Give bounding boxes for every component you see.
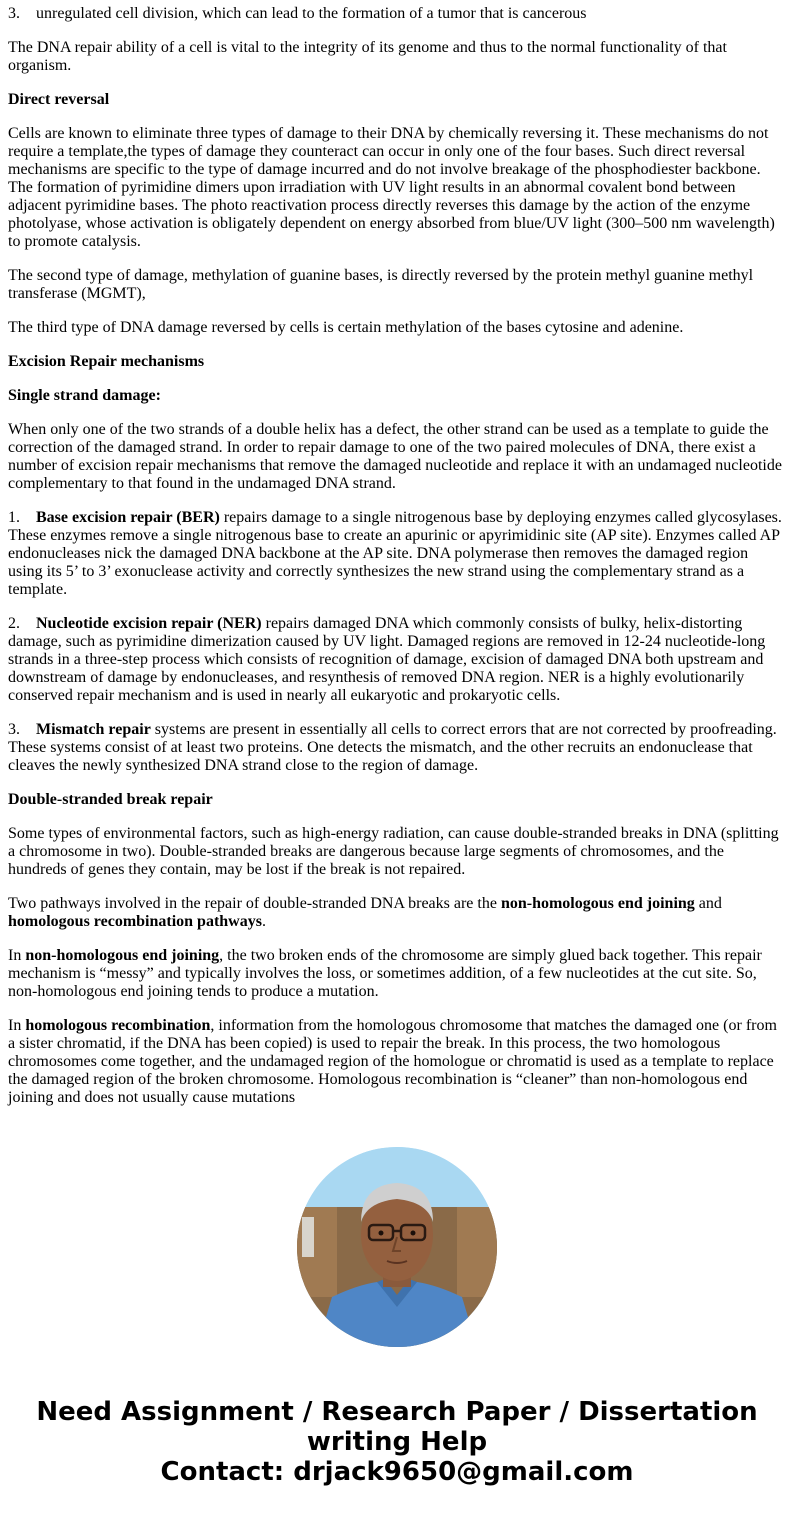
term-nhej: non-homologous end joining xyxy=(25,947,220,964)
list-item-ner xyxy=(8,615,786,705)
text-span: and xyxy=(694,895,722,912)
term-hr-pathways: homologous recombination pathways xyxy=(8,913,262,930)
author-portrait-illustration xyxy=(297,1147,497,1347)
paragraph-two-pathways xyxy=(8,895,786,931)
avatar xyxy=(297,1147,497,1347)
list-number: 1. xyxy=(8,509,20,526)
paragraph-nhej xyxy=(8,947,786,1001)
paragraph-integrity: The DNA repair ability of a cell is vital to the integrity of its genome and thus to the normal functionality of that organism. xyxy=(8,39,727,74)
text-span: , information from the homologous chromosome that matches the damaged one (or from a sister chromatid, if the DNA has been copied) is used to repair the break. In this process, the two homologous chromosomes come together, and the undamaged region of the homologue or chromatid is used as a template to replace the damaged region of the broken chromosome. Homologous recombination is “cleaner” than non-homologous end joining and does not usually cause mutations xyxy=(8,1017,777,1106)
paragraph-direct-reversal: Cells are known to eliminate three types of damage to their DNA by chemically reversing it. These mechanisms do not require a template,the types of damage they counteract can occur in only one of the four bases. Such direct reversal mechanisms are specific to the type of damage incurred and do not involve breakage of the phosphodiester backbone. The formation of pyrimidine dimers upon irradiation with UV light results in an abnormal covalent bond between adjacent pyrimidine bases. The photo reactivation process directly reverses this damage by the action of the enzyme photolyase, whose activation is obligately dependent on energy absorbed from blue/UV light (300–500 nm wavelength) to promote catalysis. xyxy=(8,125,775,250)
term-mismatch-repair: Mismatch repair xyxy=(36,721,151,738)
contact-banner xyxy=(0,1397,794,1487)
mismatch-text: systems are present in essentially all cells to correct errors that are not corrected by proofreading. These systems consist of at least two proteins. One detects the mismatch, and the other recruits an endonuclease that cleaves the newly synthesized DNA strand close to the region of damage. xyxy=(8,721,777,774)
banner-headline: Need Assignment / Research Paper / Dissertation writing Help xyxy=(36,1397,758,1457)
list-number: 3. xyxy=(8,5,20,22)
paragraph-homologous xyxy=(8,1017,786,1107)
list-text: unregulated cell division, which can lead to the formation of a tumor that is cancerous xyxy=(36,5,587,22)
list-item xyxy=(8,5,786,23)
term-homologous-recombination: homologous recombination xyxy=(25,1017,211,1034)
ner-text: repairs damaged DNA which commonly consists of bulky, helix-distorting damage, such as pyrimidine dimerization caused by UV light. Damaged regions are removed in 12-24 nucleotide-long strands in a three-step process which consists of recognition of damage, excision of damaged DNA both upstream and downstream of damage by endonucleases, and resynthesis of removed DNA region. NER is a highly evolutionarily conserved repair mechanism and is used in nearly all eukaryotic and prokaryotic cells. xyxy=(8,615,766,704)
paragraph-third-type: The third type of DNA damage reversed by cells is certain methylation of the bases cytosine and adenine. xyxy=(8,319,684,336)
text-span: . xyxy=(261,913,266,930)
heading-single-strand: Single strand damage: xyxy=(8,387,161,404)
list-item-mismatch xyxy=(8,721,786,775)
term-nhej: non-homologous end joining xyxy=(500,895,695,912)
ber-text: repairs damage to a single nitrogenous base by deploying enzymes called glycosylases. These enzymes remove a single nitrogenous base to create an apurinic or apyrimidinic site (AP site). Enzymes called AP endonucleases nick the damaged DNA backbone at the AP site. DNA polymerase then removes the damaged region using its 5’ to 3’ exonuclease activity and correctly synthesizes the new strand using the complementary strand as a template. xyxy=(8,509,782,598)
heading-direct-reversal: Direct reversal xyxy=(8,91,110,108)
term-ber: Base excision repair (BER) xyxy=(36,509,220,526)
term-ner: Nucleotide excision repair (NER) xyxy=(36,615,262,632)
heading-excision-repair: Excision Repair mechanisms xyxy=(8,353,205,370)
paragraph-mgmt: The second type of damage, methylation of guanine bases, is directly reversed by the protein methyl guanine methyl transferase (MGMT), xyxy=(8,267,754,302)
contact-email[interactable]: Contact: drjack9650@gmail.com xyxy=(160,1457,634,1487)
author-photo-container xyxy=(0,1147,794,1347)
list-number: 3. xyxy=(8,721,20,738)
paragraph-double-strand: Some types of environmental factors, such as high-energy radiation, can cause double-stranded breaks in DNA (splitting a chromosome in two). Double-stranded breaks are dangerous because large segments of chromosomes, and the hundreds of genes they contain, may be lost if the break is not repaired. xyxy=(8,825,779,878)
list-item-ber xyxy=(8,509,786,599)
paragraph-single-strand: When only one of the two strands of a double helix has a defect, the other strand can be used as a template to guide the correction of the damaged strand. In order to repair damage to one of the two paired molecules of DNA, there exist a number of excision repair mechanisms that remove the damaged nucleotide and replace it with an undamaged nucleotide complementary to that found in the undamaged DNA strand. xyxy=(8,421,782,492)
text-span: In xyxy=(8,1017,26,1034)
text-span: , the two broken ends of the chromosome are simply glued back together. This repair mechanism is “messy” and typically involves the loss, or sometimes addition, of a few nucleotides at the cut site. So, non-homologous end joining tends to produce a mutation. xyxy=(8,947,762,1000)
heading-double-strand: Double-stranded break repair xyxy=(8,791,213,808)
text-span: In xyxy=(8,947,26,964)
text-span: Two pathways involved in the repair of double-stranded DNA breaks are the xyxy=(8,895,501,912)
list-number: 2. xyxy=(8,615,20,632)
